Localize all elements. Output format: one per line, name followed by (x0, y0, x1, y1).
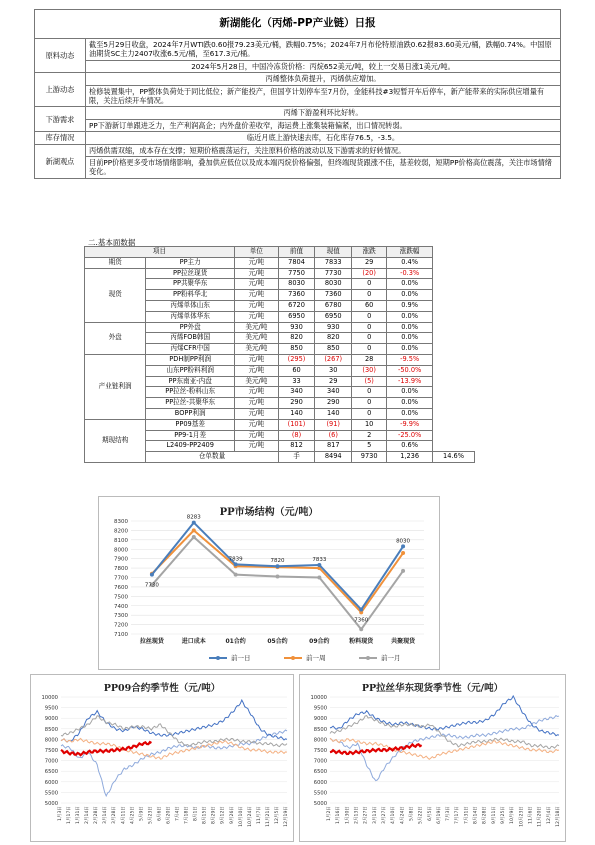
table-header: 现值 (315, 247, 352, 258)
row-cur: 140 (315, 408, 352, 419)
series-point (359, 627, 363, 631)
fundamentals-table (84, 246, 475, 463)
series-line (61, 700, 287, 742)
row-unit: 美元/吨 (235, 333, 279, 344)
series-point (401, 544, 405, 548)
y-tick-label: 9500 (313, 705, 327, 712)
x-tick-label: 4月11日 (121, 806, 127, 824)
series-point (401, 569, 405, 573)
y-tick-label: 7800 (114, 566, 128, 573)
data-label: 7730 (144, 582, 159, 589)
data-label: 7360 (354, 617, 369, 624)
row-item: 丙烯CFR中国 (146, 344, 235, 355)
row-prev: 8494 (315, 452, 352, 463)
row-item: BOPP利润 (146, 408, 235, 419)
x-tick-label: 7月18日 (184, 806, 190, 824)
row-item: PP主力 (146, 257, 235, 268)
y-tick-label: 8000 (44, 737, 58, 744)
row-pct: 0.0% (387, 279, 433, 290)
y-tick-label: 5000 (313, 801, 327, 807)
row-prev: (101) (278, 419, 315, 430)
y-tick-label: 7700 (114, 575, 128, 582)
row-chg: 2 (352, 430, 387, 441)
row-chg: (20) (352, 268, 387, 279)
row-cur: 850 (315, 344, 352, 355)
row-prev: 6950 (278, 311, 315, 322)
chart-title: PP拉丝华东现货季节性（元/吨） (361, 683, 504, 694)
row-unit: 元/吨 (235, 290, 279, 301)
series-line (330, 716, 559, 749)
report-row (35, 132, 561, 144)
x-tick-label: 12月5日 (274, 806, 280, 824)
row-pct: -9.5% (387, 354, 433, 365)
row-cur: 817 (315, 441, 352, 452)
row-chg: 10 (352, 419, 387, 430)
row-prev: 850 (278, 344, 315, 355)
row-unit: 美元/吨 (235, 376, 279, 387)
x-tick-label: 6月5日 (427, 806, 433, 822)
row-cur: 290 (315, 398, 352, 409)
y-tick-label: 8500 (44, 726, 58, 733)
row-prev: 7360 (278, 290, 315, 301)
row-unit: 元/吨 (235, 279, 279, 290)
legend-marker (291, 656, 295, 660)
series-point (276, 564, 280, 568)
x-tick-label: 1月3日 (58, 806, 63, 822)
y-tick-label: 9000 (313, 716, 327, 723)
legend-label: 前一月 (381, 654, 401, 662)
chart-svg (300, 675, 565, 841)
pp-market-structure-chart (98, 496, 440, 670)
row-prev: 8030 (278, 279, 315, 290)
table-header: 单位 (235, 247, 279, 258)
row-pct: 0.0% (387, 408, 433, 419)
x-tick-label: 进口成本 (181, 638, 206, 645)
report-title: 新湖能化（丙烯-PP产业链）日报 (35, 10, 561, 39)
y-tick-label: 8300 (114, 519, 128, 525)
x-tick-label: 4月24日 (400, 806, 406, 824)
report-text: 丙烯下游盈利环比好转。 (86, 107, 561, 119)
y-tick-label: 8000 (313, 737, 327, 744)
series-point (192, 528, 196, 532)
row-item: PDH制PP利润 (146, 354, 235, 365)
table-row (85, 354, 475, 365)
row-prev: 340 (278, 387, 315, 398)
row-prev: 812 (278, 441, 315, 452)
row-chg: 28 (352, 354, 387, 365)
x-tick-label: 5月22日 (418, 806, 424, 824)
x-tick-label: 1月17日 (67, 806, 73, 824)
row-pct: 0.0% (387, 311, 433, 322)
row-item: 丙烯单体华东 (146, 311, 235, 322)
row-pct: -9.9% (387, 419, 433, 430)
series-point (317, 576, 321, 580)
row-pct: 0.0% (387, 398, 433, 409)
row-pct: 14.6% (433, 452, 475, 463)
x-tick-label: 7月31日 (464, 806, 470, 824)
x-tick-label: 11月20日 (537, 806, 543, 827)
report-row-label: 下游需求 (35, 107, 86, 132)
row-cur: 930 (315, 322, 352, 333)
row-pct: 0.6% (387, 441, 433, 452)
row-cur: 820 (315, 333, 352, 344)
data-label: 8030 (396, 538, 411, 545)
row-chg: 1,236 (387, 452, 433, 463)
y-tick-label: 5500 (313, 790, 327, 797)
row-cur: 340 (315, 387, 352, 398)
x-tick-label: 3月28日 (112, 806, 118, 824)
row-cur: 7730 (315, 268, 352, 279)
row-cur: 9730 (352, 452, 387, 463)
row-prev: 33 (278, 376, 315, 387)
x-tick-label: 9月12日 (220, 806, 226, 824)
data-label: 7820 (270, 558, 285, 565)
row-item: 丙烯FOB韩国 (146, 333, 235, 344)
x-tick-label: 4月10日 (391, 806, 397, 824)
x-tick-label: 1月16日 (336, 806, 342, 824)
report-text: 丙烯整体负荷提升，丙烯供应增加。 (86, 73, 561, 85)
row-prev: 930 (278, 322, 315, 333)
row-pct: 0.0% (387, 333, 433, 344)
row-cur: (91) (315, 419, 352, 430)
data-label: 7839 (228, 556, 243, 563)
report-row (35, 107, 561, 119)
row-prev: (8) (278, 430, 315, 441)
table-row (85, 322, 475, 333)
x-tick-label: 9月25日 (501, 806, 507, 824)
row-item: L2409-PP2409 (146, 441, 235, 452)
row-item: PP外盘 (146, 322, 235, 333)
row-group: 外盘 (85, 322, 146, 354)
row-cur: 7360 (315, 290, 352, 301)
y-tick-label: 6000 (313, 779, 327, 786)
x-tick-label: 7月4日 (175, 806, 181, 822)
row-group: 期现结构 (85, 419, 146, 462)
y-tick-label: 10000 (310, 695, 327, 701)
row-pct: -13.9% (387, 376, 433, 387)
row-chg: (30) (352, 365, 387, 376)
report-row-label: 上游动态 (35, 73, 86, 107)
row-cur: 7833 (315, 257, 352, 268)
y-tick-label: 7500 (114, 594, 128, 601)
x-tick-label: 7月17日 (455, 806, 461, 824)
x-tick-label: 9月26日 (229, 806, 235, 824)
chart-svg (99, 497, 439, 669)
y-tick-label: 7900 (114, 556, 128, 563)
row-unit: 元/吨 (235, 257, 279, 268)
report-row-label: 库存情况 (35, 132, 86, 144)
row-item: PP拉丝-共聚华东 (146, 398, 235, 409)
x-tick-label: 2月13日 (354, 806, 360, 824)
row-cur: 8030 (315, 279, 352, 290)
x-tick-label: 4月25日 (130, 806, 136, 824)
x-tick-label: 12月18日 (556, 806, 561, 827)
row-unit: 元/吨 (235, 430, 279, 441)
row-pct: 0.0% (387, 387, 433, 398)
x-tick-label: 5月23日 (148, 806, 154, 824)
y-tick-label: 8500 (313, 726, 327, 733)
data-label: 7833 (312, 556, 327, 563)
legend-marker (216, 656, 220, 660)
x-tick-label: 8月14日 (473, 806, 479, 824)
series-point (192, 535, 196, 539)
row-unit: 美元/吨 (235, 322, 279, 333)
y-tick-label: 8100 (114, 537, 128, 544)
pp-east-china-seasonality-chart (299, 674, 566, 842)
x-tick-label: 1月30日 (345, 806, 351, 824)
y-tick-label: 7000 (313, 758, 327, 765)
row-pct: -50.0% (387, 365, 433, 376)
row-item: 山东PP粉料利润 (146, 365, 235, 376)
x-tick-label: 9月11日 (491, 806, 497, 824)
y-tick-label: 8200 (114, 528, 128, 535)
row-cur: (6) (315, 430, 352, 441)
row-chg: 0 (352, 311, 387, 322)
row-chg: 0 (352, 408, 387, 419)
report-text: 2024年5月28日，中国冷冻货价格：丙烷652美元/吨，较上一交易日涨1美元/吨。 (86, 60, 561, 72)
row-item: PP拉丝-粉料山东 (146, 387, 235, 398)
row-chg: 0 (352, 290, 387, 301)
row-prev: 60 (278, 365, 315, 376)
x-tick-label: 3月13日 (372, 806, 378, 824)
x-tick-label: 10月23日 (519, 806, 525, 827)
report-table (34, 9, 561, 179)
y-tick-label: 8000 (114, 547, 128, 554)
report-text: 目前PP价格更多受市场情绪影响，叠加供应低位以及成本端丙烷价格偏强，但终端现货跟涨不佳，基差较弱，短期PP价格高位震荡，关注市场情绪变化。 (86, 157, 561, 179)
row-pct: 0.4% (387, 257, 433, 268)
report-row (35, 157, 561, 179)
series-line (61, 730, 287, 796)
x-tick-label: 3月14日 (103, 806, 109, 824)
legend-marker (366, 656, 370, 660)
x-tick-label: 粉料现货 (349, 638, 374, 645)
x-tick-label: 12月4日 (546, 806, 552, 824)
row-unit: 元/吨 (235, 268, 279, 279)
series-line (330, 696, 559, 736)
y-tick-label: 7100 (114, 632, 128, 638)
row-group: 现货 (85, 268, 146, 322)
row-group: 期货 (85, 257, 146, 268)
row-pct: -25.0% (387, 430, 433, 441)
row-unit: 元/吨 (235, 398, 279, 409)
row-prev: 290 (278, 398, 315, 409)
x-tick-label: 11月21日 (265, 806, 271, 827)
row-pct: 0.9% (387, 300, 433, 311)
row-unit: 美元/吨 (235, 344, 279, 355)
x-tick-label: 8月15日 (202, 806, 208, 824)
x-tick-label: 10月10日 (238, 806, 244, 827)
y-tick-label: 7300 (114, 613, 128, 620)
x-tick-label: 10月24日 (247, 806, 253, 827)
row-chg: 0 (352, 322, 387, 333)
row-unit: 元/吨 (235, 311, 279, 322)
row-prev: 7750 (278, 268, 315, 279)
x-tick-label: 1月2日 (327, 806, 332, 822)
x-tick-label: 6月19日 (436, 806, 442, 824)
y-tick-label: 7000 (44, 758, 58, 765)
row-item: 仓单数量 (146, 452, 278, 463)
report-row (35, 85, 561, 107)
x-tick-label: 拉丝现货 (139, 638, 164, 645)
series-point (234, 573, 238, 577)
x-tick-label: 05合约 (267, 638, 288, 645)
row-chg: 0 (352, 333, 387, 344)
report-row (35, 60, 561, 72)
x-tick-label: 1月31日 (76, 806, 82, 824)
chart-svg (31, 675, 293, 841)
report-row (35, 73, 561, 85)
row-item: PP09基差 (146, 419, 235, 430)
report-text: 丙烯供需双缩，成本存在支撑；短期价格震荡运行，关注原料价格的波动以及下游需求的好转情况。 (86, 144, 561, 156)
row-item: PP东南亚-内盘 (146, 376, 235, 387)
x-tick-label: 11月7日 (256, 806, 262, 824)
y-tick-label: 9500 (44, 705, 58, 712)
row-prev: 820 (278, 333, 315, 344)
legend-label: 前一周 (306, 654, 326, 662)
row-chg: (5) (352, 376, 387, 387)
row-pct: 0.0% (387, 290, 433, 301)
row-pct: -0.3% (387, 268, 433, 279)
x-tick-label: 2月28日 (94, 806, 100, 824)
row-cur: 6950 (315, 311, 352, 322)
row-chg: 0 (352, 344, 387, 355)
y-tick-label: 5000 (44, 801, 58, 807)
report-text: PP下游新订单跟进乏力，生产利润高企；内外盘价差收窄，海运费上涨集装箱偏紧，出口情况转弱。 (86, 119, 561, 131)
row-pct: 0.0% (387, 344, 433, 355)
row-cur: (267) (315, 354, 352, 365)
x-tick-label: 10月9日 (510, 806, 516, 824)
row-chg: 5 (352, 441, 387, 452)
row-unit: 手 (278, 452, 315, 463)
row-cur: 6780 (315, 300, 352, 311)
row-unit: 元/吨 (235, 300, 279, 311)
series-point (234, 562, 238, 566)
pp09-seasonality-chart (30, 674, 294, 842)
x-tick-label: 7月3日 (446, 806, 452, 822)
section-title: 二.基本面数据 (88, 238, 136, 247)
row-prev: 7804 (278, 257, 315, 268)
report-text: 截至5月29日收盘，2024年7月WTI跌0.60报79.23美元/桶，跌幅0.75%；2024年7月布伦特原油跌0.62报83.60美元/桶，跌幅0.74%。中国原油期货SC主力2407收涨6.5元/桶，至617.3元/桶。 (86, 39, 561, 61)
row-chg: 0 (352, 279, 387, 290)
series-point (359, 608, 363, 612)
series-line (330, 716, 559, 781)
series-point (401, 551, 405, 555)
row-group: 产业链利润 (85, 354, 146, 419)
y-tick-label: 7400 (114, 603, 128, 610)
chart-title: PP09合约季节性（元/吨） (103, 683, 221, 694)
report-row-label: 新湖观点 (35, 144, 86, 178)
row-item: PP粉料华北 (146, 290, 235, 301)
y-tick-label: 7600 (114, 584, 128, 591)
table-header: 涨跌 (352, 247, 387, 258)
row-item: PP拉丝现货 (146, 268, 235, 279)
y-tick-label: 7500 (44, 748, 58, 754)
row-pct: 0.0% (387, 322, 433, 333)
chart-title: PP市场结构（元/吨） (219, 507, 319, 518)
x-tick-label: 8月29日 (211, 806, 217, 824)
row-unit: 元/吨 (235, 441, 279, 452)
y-tick-label: 6500 (44, 769, 58, 776)
x-tick-label: 8月1日 (193, 806, 199, 822)
row-chg: 0 (352, 387, 387, 398)
x-tick-label: 11月6日 (528, 806, 534, 824)
report-row (35, 119, 561, 131)
row-chg: 60 (352, 300, 387, 311)
row-item: PP共聚华东 (146, 279, 235, 290)
table-header: 涨跌幅 (387, 247, 433, 258)
data-label: 8283 (186, 514, 201, 521)
report-row-label: 原料动态 (35, 39, 86, 73)
row-unit: 元/吨 (235, 354, 279, 365)
x-tick-label: 共聚现货 (391, 638, 416, 645)
x-tick-label: 2月27日 (363, 806, 369, 824)
row-unit: 元/吨 (235, 419, 279, 430)
y-tick-label: 7200 (114, 622, 128, 629)
series-point (276, 575, 280, 579)
x-tick-label: 6月20日 (166, 806, 172, 824)
x-tick-label: 09合约 (309, 638, 330, 645)
table-row (85, 268, 475, 279)
report-row (35, 144, 561, 156)
table-header: 前值 (278, 247, 315, 258)
row-prev: 6720 (278, 300, 315, 311)
x-tick-label: 3月27日 (381, 806, 387, 824)
row-chg: 0 (352, 398, 387, 409)
x-tick-label: 5月8日 (409, 806, 415, 822)
row-item: 丙烯单体山东 (146, 300, 235, 311)
table-row (85, 419, 475, 430)
legend-label: 前一日 (231, 654, 251, 662)
y-tick-label: 10000 (41, 695, 58, 701)
series-point (317, 563, 321, 567)
report-title-row (35, 10, 561, 39)
row-unit: 元/吨 (235, 387, 279, 398)
table-header-row (85, 247, 475, 258)
y-tick-label: 9000 (44, 716, 58, 723)
row-prev: 140 (278, 408, 315, 419)
report-text: 临近月底上游快速去库，石化库存76.5，-3.5。 (86, 132, 561, 144)
series-point (150, 573, 154, 577)
x-tick-label: 8月28日 (482, 806, 488, 824)
series-line (61, 716, 287, 747)
x-tick-label: 6月6日 (157, 806, 163, 822)
y-tick-label: 6000 (44, 779, 58, 786)
y-tick-label: 6500 (313, 769, 327, 776)
y-tick-label: 5500 (44, 790, 58, 797)
x-tick-label: 01合约 (225, 638, 246, 645)
x-tick-label: 2月14日 (85, 806, 91, 824)
row-unit: 元/吨 (235, 365, 279, 376)
report-text: 检修装置集中，PP整体负荷处于同比低位；新产能投产，但国亨计划停车至7月份，金能科技#3短暂开车后停车，新产能带来的实际供应增量有限，关注后续开车情况。 (86, 85, 561, 107)
row-prev: (295) (278, 354, 315, 365)
series-point (192, 521, 196, 525)
x-tick-label: 5月9日 (139, 806, 145, 822)
x-tick-label: 12月19日 (284, 806, 289, 827)
report-row (35, 39, 561, 61)
row-unit: 元/吨 (235, 408, 279, 419)
row-cur: 29 (315, 376, 352, 387)
table-header: 项目 (85, 247, 235, 258)
y-tick-label: 7500 (313, 748, 327, 754)
row-chg: 29 (352, 257, 387, 268)
row-cur: 30 (315, 365, 352, 376)
row-item: PP9-1月差 (146, 430, 235, 441)
table-row (85, 257, 475, 268)
